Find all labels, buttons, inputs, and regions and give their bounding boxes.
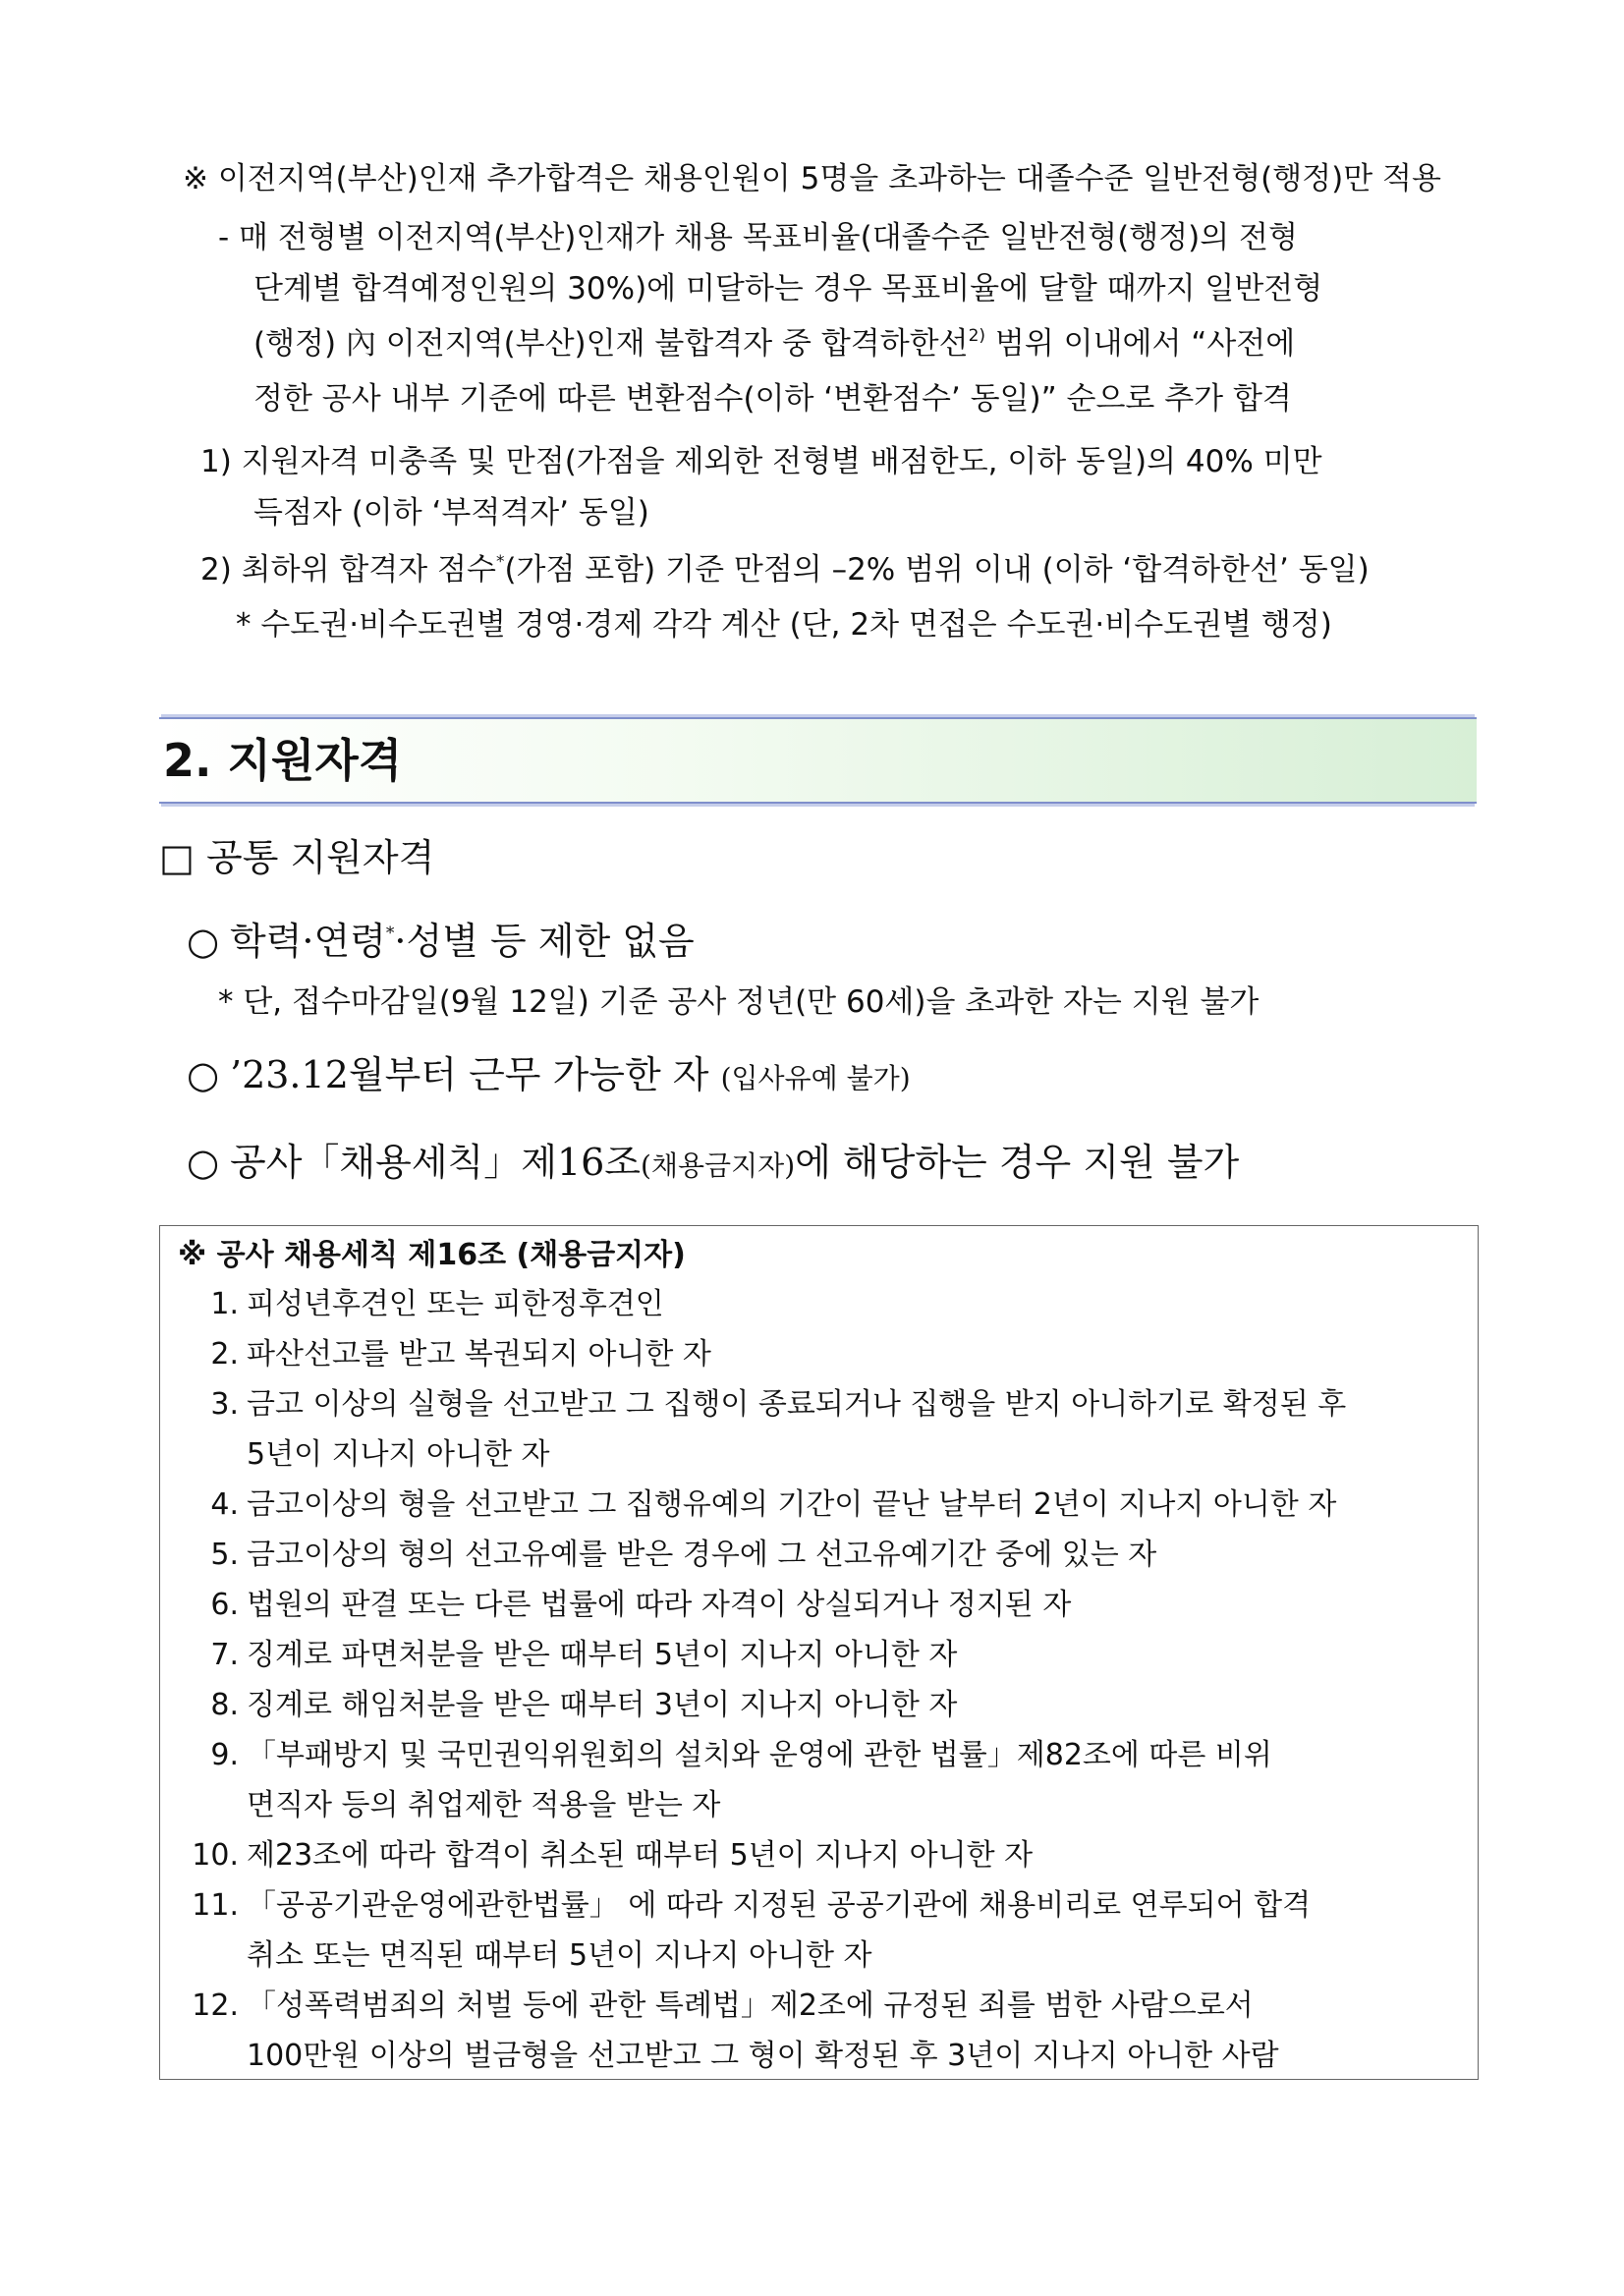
item-text: 금고이상의 형을 선고받고 그 집행유예의 기간이 끝난 날부터 2년이 지나지 아니한 자 xyxy=(247,1487,1337,1522)
regulation-item xyxy=(160,1534,1156,1577)
bullet-circle: ○ xyxy=(187,1141,220,1184)
note-sub-line-1: - 매 전형별 이전지역(부산)인재가 채용 목표비율(대졸수준 일반전형(행정)의 전형 xyxy=(218,220,1298,255)
footnote-2: 2) 최하위 합격자 점수*(가점 포함) 기준 만점의 –2% 범위 이내 (이하 ‘합격하한선’ 동일) xyxy=(200,551,1370,588)
item-text: 파산선고를 받고 복권되지 아니한 자 xyxy=(247,1337,711,1372)
regulation-item xyxy=(160,1333,711,1376)
item-text: 면직자 등의 취업제한 적용을 받는 자 xyxy=(247,1788,721,1822)
common-item-2: ○ ’23.12월부터 근무 가능한 자 (입사유예 불가) xyxy=(187,1049,911,1104)
common-heading: □ 공통 지원자격 xyxy=(159,836,435,879)
item-text: 「부패방지 및 국민권익위원회의 설치와 운영에 관한 법률」제82조에 따른 비위 xyxy=(247,1738,1272,1772)
item-text: 금고 이상의 실형을 선고받고 그 집행이 종료되거나 집행을 받지 아니하기로 확정된 후 xyxy=(247,1387,1347,1422)
regulation-item xyxy=(160,1684,957,1727)
item-number: 10. xyxy=(192,1838,239,1873)
item-text: 100만원 이상의 벌금형을 선고받고 그 형이 확정된 후 3년이 지나지 아니한 사람 xyxy=(247,2039,1279,2073)
item-text: 제23조에 따라 합격이 취소된 때부터 5년이 지나지 아니한 자 xyxy=(247,1838,1034,1873)
item-number: 9. xyxy=(210,1738,239,1772)
regulation-box xyxy=(159,1225,1479,2080)
footnote-marker: 2) xyxy=(968,325,986,346)
regulation-item xyxy=(160,1283,664,1326)
item-number: 8. xyxy=(210,1688,239,1722)
item-number: 1. xyxy=(210,1287,239,1321)
footnote-1: 1) 지원자격 미충족 및 만점(가점을 제외한 전형별 배점한도, 이하 동일)의 40% 미만 xyxy=(200,444,1322,479)
bullet-circle: ○ xyxy=(187,920,220,963)
regulation-item-cont xyxy=(160,1433,550,1477)
footnote-2-note: * 수도권·비수도권별 경영·경제 각각 계산 (단, 2차 면접은 수도권·비수도권별 행정) xyxy=(236,607,1332,643)
item-text: 「성폭력범죄의 처벌 등에 관한 특례법」제2조에 규정된 죄를 범한 사람으로서 xyxy=(247,1988,1254,2023)
item-text: 취소 또는 면직된 때부터 5년이 지나지 아니한 자 xyxy=(247,1938,872,1973)
regulation-item-cont xyxy=(160,1784,720,1827)
item-number: 2. xyxy=(210,1337,239,1372)
note-sub-line-3: (행정) 內 이전지역(부산)인재 불합격자 중 합격하한선$^{2)}$ 범위 이내에서 “사전에 xyxy=(253,325,1296,362)
item-number: 4. xyxy=(210,1487,239,1522)
note-sub-line-4: 정한 공사 내부 기준에 따른 변환점수(이하 ‘변환점수’ 동일)” 순으로 추가 합격 xyxy=(253,381,1292,417)
footnote-1-cont: 득점자 (이하 ‘부적격자’ 동일) xyxy=(253,495,649,531)
common-item-1-note: * 단, 접수마감일(9월 12일) 기준 공사 정년(만 60세)을 초과한 자는 지원 불가 xyxy=(218,984,1260,1020)
item-text: 5년이 지나지 아니한 자 xyxy=(247,1437,550,1472)
star-marker: * xyxy=(495,551,505,572)
item-text: 징계로 파면처분을 받은 때부터 5년이 지나지 아니한 자 xyxy=(247,1638,958,1672)
regulation-item xyxy=(160,1584,1071,1627)
regulation-item xyxy=(160,1484,1336,1527)
star-marker: * xyxy=(385,924,395,944)
item-number: 3. xyxy=(210,1387,239,1422)
box-title: ※ 공사 채용세칙 제16조 (채용금지자) xyxy=(178,1238,686,1272)
section-header xyxy=(159,717,1477,804)
item-number: 6. xyxy=(210,1588,239,1622)
item-text: 징계로 해임처분을 받은 때부터 3년이 지나지 아니한 자 xyxy=(247,1688,958,1722)
regulation-item-cont xyxy=(160,2035,1279,2078)
regulation-item xyxy=(160,1634,957,1677)
regulation-item xyxy=(160,1383,1346,1427)
common-item-3: ○ 공사「채용세칙」제16조(채용금지자)에 해당하는 경우 지원 불가 xyxy=(187,1137,1239,1192)
item-text: 금고이상의 형의 선고유예를 받은 경우에 그 선고유예기간 중에 있는 자 xyxy=(247,1538,1157,1572)
section-title: 2. 지원자격 xyxy=(163,734,403,787)
item-number: 12. xyxy=(192,1988,239,2023)
item-number: 5. xyxy=(210,1538,239,1572)
item-number: 7. xyxy=(210,1638,239,1672)
item-text: 「공공기관운영에관한법률」 에 따라 지정된 공공기관에 채용비리로 연루되어 합격 xyxy=(247,1888,1312,1923)
note-main: ※ 이전지역(부산)인재 추가합격은 채용인원이 5명을 초과하는 대졸수준 일반전형(행정)만 적용 xyxy=(183,161,1441,196)
item-number: 11. xyxy=(192,1888,239,1923)
regulation-item-cont xyxy=(160,1934,871,1978)
bullet-circle: ○ xyxy=(187,1053,220,1096)
regulation-item xyxy=(160,1834,1033,1877)
regulation-item xyxy=(160,1734,1272,1777)
note-sub-line-2: 단계별 합격예정인원의 30%)에 미달하는 경우 목표비율에 달할 때까지 일반전형 xyxy=(253,271,1323,307)
item-text: 피성년후견인 또는 피한정후견인 xyxy=(247,1287,664,1321)
item-text: 법원의 판결 또는 다른 법률에 따라 자격이 상실되거나 정지된 자 xyxy=(247,1588,1072,1622)
regulation-item xyxy=(160,1884,1311,1928)
regulation-item xyxy=(160,1985,1254,2028)
common-item-1: ○ 학력·연령*·성별 등 제한 없음 xyxy=(187,916,695,967)
